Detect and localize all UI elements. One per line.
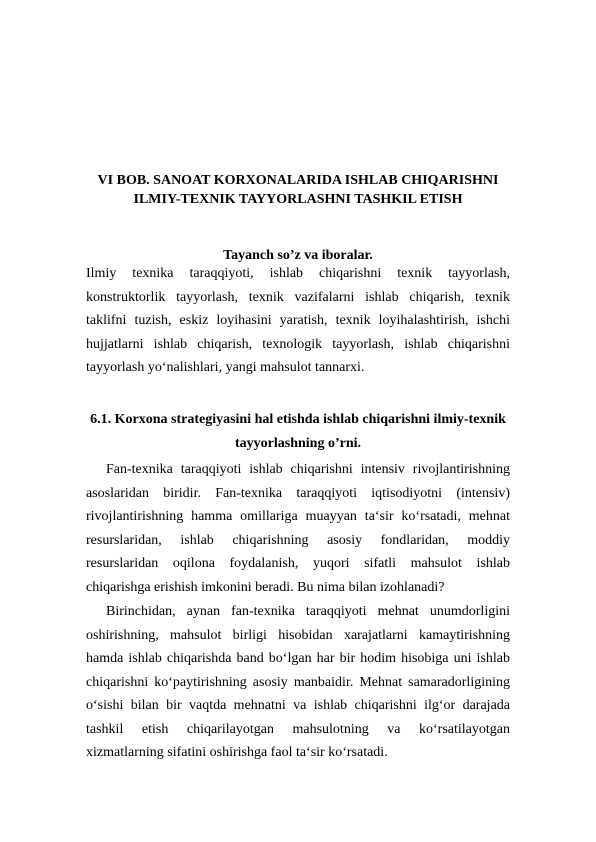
keywords-paragraph: Ilmiy texnika taraqqiyoti, ishlab chiqarishni texnik tayyorlash, konstruktorlik tayyorlash, texnik vazifalarni ishlab chiqarish, texnik taklifni tuzish, eskiz loyihasini yaratish, texnik loyihalashtirish, ishchi hujjatlarni ishlab chiqarish, texnologik tayyorlash, ishlab chiqarishni tayyorlash yo‘nalishlari, yangi mahsulot tannarxi.	[86, 266, 510, 375]
body-paragraph-2: Birinchidan, aynan fan-texnika taraqqiyoti mehnat unumdorligini oshirishning, mahsulot birligi hisobidan xarajatlarni kamaytirishning hamda ishlab chiqarishda band bo‘lgan har bir hodim hisobiga uni ishlab chiqarishni ko‘paytirishning asosiy manbaidir. Mehnat samaradorligining o‘sishi bilan bir vaqtda mehnatni va ishlab chiqarishni ilg‘or darajada tashkil etish chiqarilayotgan mahsulotning va ko‘rsatilayotgan xizmatlarning sifatini oshirishga faol ta‘sir ko‘rsatadi.	[86, 604, 510, 760]
body-paragraph-1: Fan-texnika taraqqiyoti ishlab chiqarishni intensiv rivojlantirishning asoslaridan biridir. Fan-texnika taraqqiyoti iqtisodiyotni (intensiv) rivojlantirishning hamma omillariga muayyan ta‘sir ko‘rsatadi, mehnat resurslaridan, ishlab chiqarishning asosiy fondlaridan, moddiy resurslaridan oqilona foydalanish, yuqori sifatli mahsulot ishlab chiqarishga erishish imkonini beradi. Bu nima bilan izohlanadi?	[86, 462, 510, 595]
keywords-heading: Tayanch so’z va iboralar.	[223, 248, 373, 263]
section-title: 6.1. Korxona strategiyasini hal etishda ishlab chiqarishni ilmiy-texnik tayyorlashning o’rni.	[90, 412, 506, 451]
chapter-title: VI BOB. SANOAT KORXONALARIDA ISHLAB CHIQARISHNI ILMIY-TEXNIK TAYYORLASHNI TASHKIL ETISH	[97, 173, 499, 207]
